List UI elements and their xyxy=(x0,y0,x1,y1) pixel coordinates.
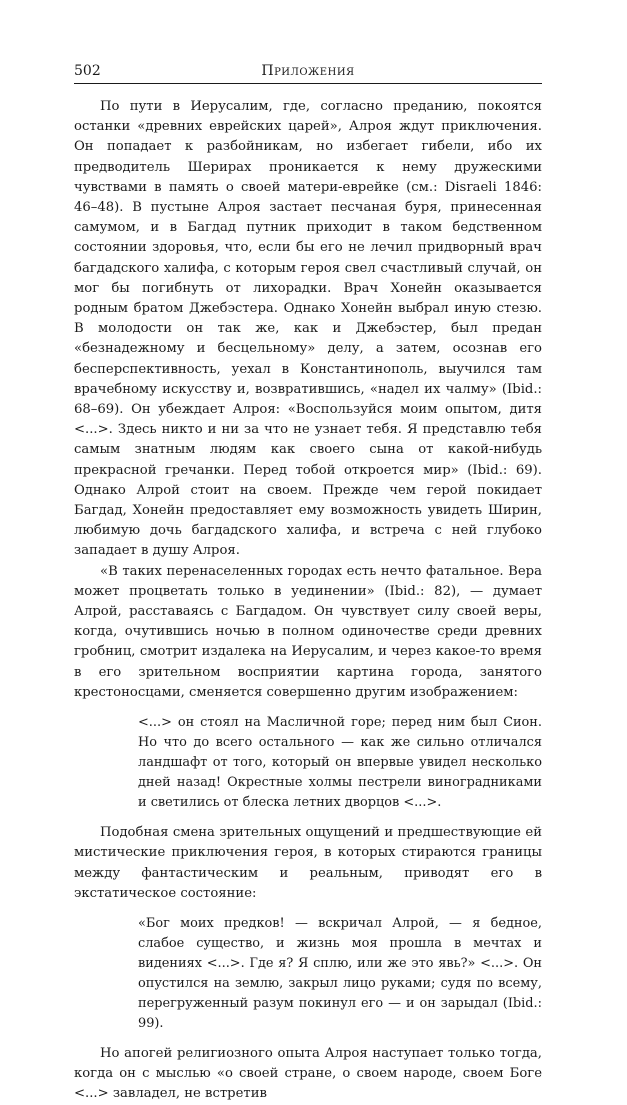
paragraph-4: Но апогей религиозного опыта Алроя наступает только тогда, когда он с мыслью «о своей стране, о своем народе, своем Боге <...> завладел, не встретив xyxy=(74,1045,542,1102)
page-header xyxy=(74,62,542,80)
page-number: 502 xyxy=(74,63,101,79)
block-quote-2 xyxy=(138,914,542,1034)
paragraph-3: Подобная смена зрительных ощущений и предшествующие ей мистические приключения героя, в которых стираются границы между фантастическим и реальным, приводят его в экстатическое состояние: xyxy=(74,825,542,901)
running-title: Приложения xyxy=(261,63,355,79)
block-quote-1-text: <...> он стоял на Масличной горе; перед ним был Сион. Но что до всего остального — как же сильно отличался ландшафт от того, который он впервые увидел несколько дней назад! Окрестные холмы пестрели виноградниками и светились от блеска летних дворцов <...>. xyxy=(138,715,542,811)
block-quote-2-text: «Бог моих предков! — вскричал Алрой, — я бедное, слабое существо, и жизнь моя прошла в мечтах и видениях <...>. Где я? Я сплю, или же это явь?» <...>. Он опустился на землю, закрыл лицо руками; судя по всему, перегруженный разум покинул его — и он зарыдал (Ibid.: 99). xyxy=(138,915,542,1031)
block-quote-1 xyxy=(138,713,542,813)
body-text xyxy=(74,97,542,1105)
paragraph-1: По пути в Иерусалим, где, согласно преданию, покоятся останки «древних еврейских царей», Алроя ждут приключения. Он попадает к разбойникам, но избегает гибели, ибо их предводитель Шерирах проникается к нему дружескими чувствами в память о своей матери-еврейке (см.: Disraeli 1846: 46–48). В пустыне Алроя застает песчаная буря, принесенная самумом, и в Багдад путник приходит в таком бедственном состоянии здоровья, что, если бы его не лечил придворный врач багдадского халифа, с которым героя свел счастливый случай, он мог бы погибнуть от лихорадки. Врач Хонейн оказывается родным братом Джебэстера. Однако Хонейн выбрал иную стезю. В молодости он так же, как и Джебэстер, был предан «безнадежному и бесцельному» делу, а затем, осознав его бесперспективность, уехал в Константинополь, выучился там врачебному искусству и, возвратившись, «надел их чалму» (Ibid.: 68–69). Он убеждает Алроя: «Воспользуйся моим опытом, дитя <...>. Здесь никто и ни за что не узнает тебя. Я представлю тебя самым знатным людям как своего сына от какой-нибудь прекрасной гречанки. Перед тобой откроется мир» (Ibid.: 69). Однако Алрой стоит на своем. Прежде чем герой покидает Багдад, Хонейн предоставляет ему возможность увидеть Ширин, любимую дочь багдадского халифа, и встреча с ней глубоко западает в душу Алроя. xyxy=(74,99,542,559)
header-rule xyxy=(74,83,542,84)
paragraph-2: «В таких перенаселенных городах есть нечто фатальное. Вера может процветать только в уединении» (Ibid.: 82), — думает Алрой, расставаясь с Багдадом. Он чувствует силу своей веры, когда, очутившись ночью в полном одиночестве среди древних гробниц, смотрит издалека на Иерусалим, и через какое-то время в его зрительном восприятии картина города, занятого крестоносцами, сменяется совершенно другим изображением: xyxy=(74,563,542,700)
